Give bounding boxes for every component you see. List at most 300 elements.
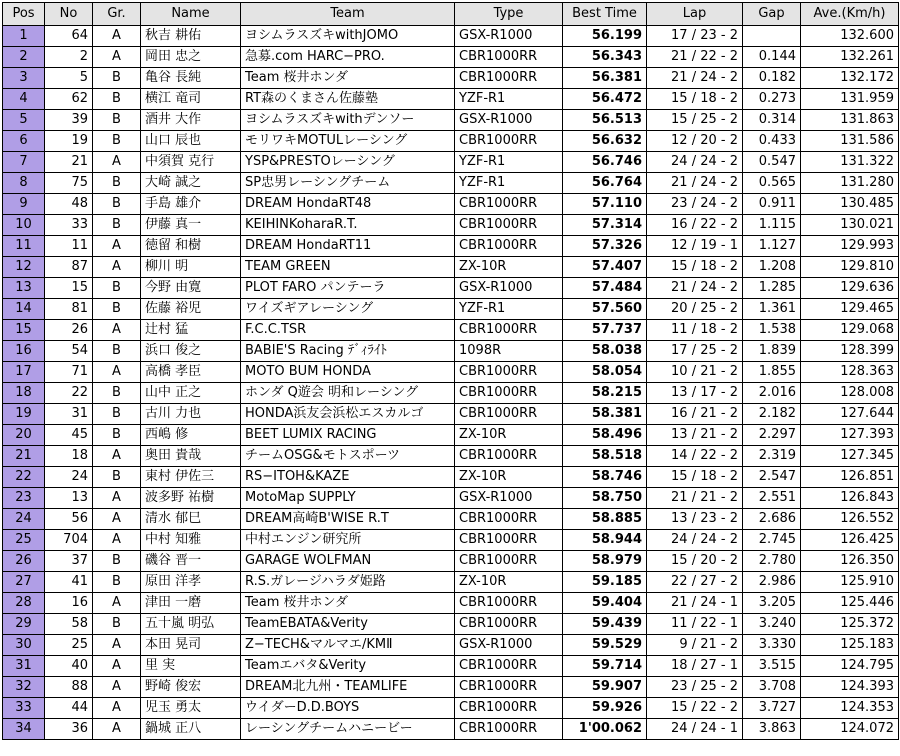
cell-team: Teamエバタ&Verity xyxy=(241,656,455,677)
cell-lap: 22 / 27 - 2 xyxy=(647,572,743,593)
cell-lap: 21 / 24 - 1 xyxy=(647,593,743,614)
cell-bike-type: ZX-10R xyxy=(455,257,563,278)
cell-no: 87 xyxy=(45,257,93,278)
cell-team: ワイズギアレーシング xyxy=(241,299,455,320)
results-table xyxy=(2,2,899,740)
cell-bike-type: CBR1000RR xyxy=(455,362,563,383)
cell-no: 39 xyxy=(45,110,93,131)
cell-avg-speed: 129.810 xyxy=(801,257,899,278)
cell-group: A xyxy=(93,488,141,509)
cell-group: B xyxy=(93,131,141,152)
cell-gap: 3.727 xyxy=(743,698,801,719)
cell-bike-type: YZF-R1 xyxy=(455,299,563,320)
cell-bike-type: CBR1000RR xyxy=(455,236,563,257)
cell-best-time: 56.199 xyxy=(563,26,647,47)
cell-team: DREAM高崎B'WISE R.T xyxy=(241,509,455,530)
cell-no: 18 xyxy=(45,446,93,467)
cell-group: A xyxy=(93,47,141,68)
table-row xyxy=(3,677,899,698)
cell-no: 26 xyxy=(45,320,93,341)
cell-gap: 2.547 xyxy=(743,467,801,488)
cell-lap: 9 / 21 - 2 xyxy=(647,635,743,656)
cell-bike-type: GSX-R1000 xyxy=(455,110,563,131)
cell-rider-name: 辻村 猛 xyxy=(141,320,241,341)
cell-best-time: 58.979 xyxy=(563,551,647,572)
cell-rider-name: 伊藤 真一 xyxy=(141,215,241,236)
cell-avg-speed: 130.021 xyxy=(801,215,899,236)
cell-bike-type: CBR1000RR xyxy=(455,215,563,236)
cell-avg-speed: 129.465 xyxy=(801,299,899,320)
cell-group: B xyxy=(93,404,141,425)
cell-team: R.S.ガレージハラダ姫路 xyxy=(241,572,455,593)
cell-bike-type: CBR1000RR xyxy=(455,68,563,89)
cell-gap: 3.240 xyxy=(743,614,801,635)
cell-pos: 23 xyxy=(3,488,45,509)
cell-team: チームOSG&モトスポーツ xyxy=(241,446,455,467)
cell-rider-name: 東村 伊佐三 xyxy=(141,467,241,488)
cell-rider-name: 鍋城 正八 xyxy=(141,719,241,740)
cell-team: BEET LUMIX RACING xyxy=(241,425,455,446)
cell-bike-type: GSX-R1000 xyxy=(455,635,563,656)
cell-lap: 23 / 24 - 2 xyxy=(647,194,743,215)
cell-pos: 14 xyxy=(3,299,45,320)
cell-gap: 2.686 xyxy=(743,509,801,530)
table-row xyxy=(3,383,899,404)
cell-best-time: 58.885 xyxy=(563,509,647,530)
cell-best-time: 58.381 xyxy=(563,404,647,425)
cell-avg-speed: 126.851 xyxy=(801,467,899,488)
table-row xyxy=(3,236,899,257)
cell-lap: 18 / 27 - 1 xyxy=(647,656,743,677)
cell-group: B xyxy=(93,614,141,635)
cell-no: 81 xyxy=(45,299,93,320)
cell-avg-speed: 131.959 xyxy=(801,89,899,110)
cell-gap: 1.285 xyxy=(743,278,801,299)
cell-lap: 16 / 22 - 2 xyxy=(647,215,743,236)
cell-rider-name: 五十嵐 明弘 xyxy=(141,614,241,635)
cell-gap: 2.319 xyxy=(743,446,801,467)
table-row xyxy=(3,614,899,635)
cell-rider-name: 本田 晃司 xyxy=(141,635,241,656)
cell-lap: 11 / 22 - 1 xyxy=(647,614,743,635)
cell-lap: 15 / 18 - 2 xyxy=(647,467,743,488)
cell-bike-type: CBR1000RR xyxy=(455,698,563,719)
cell-no: 41 xyxy=(45,572,93,593)
cell-lap: 21 / 24 - 2 xyxy=(647,278,743,299)
cell-pos: 18 xyxy=(3,383,45,404)
cell-team: DREAM北九州・TEAMLIFE xyxy=(241,677,455,698)
cell-rider-name: 磯谷 晋一 xyxy=(141,551,241,572)
cell-gap: 1.855 xyxy=(743,362,801,383)
cell-pos: 33 xyxy=(3,698,45,719)
cell-no: 75 xyxy=(45,173,93,194)
cell-pos: 19 xyxy=(3,404,45,425)
cell-pos: 17 xyxy=(3,362,45,383)
cell-best-time: 58.750 xyxy=(563,488,647,509)
cell-team: ホンダ Q遊会 明和レーシング xyxy=(241,383,455,404)
cell-team: HONDA浜友会浜松エスカルゴ xyxy=(241,404,455,425)
cell-lap: 16 / 21 - 2 xyxy=(647,404,743,425)
cell-rider-name: 児玉 勇太 xyxy=(141,698,241,719)
cell-pos: 11 xyxy=(3,236,45,257)
cell-avg-speed: 126.843 xyxy=(801,488,899,509)
cell-rider-name: 津田 一磨 xyxy=(141,593,241,614)
cell-rider-name: 徳留 和樹 xyxy=(141,236,241,257)
cell-lap: 24 / 24 - 1 xyxy=(647,719,743,740)
cell-avg-speed: 128.008 xyxy=(801,383,899,404)
cell-rider-name: 岡田 忠之 xyxy=(141,47,241,68)
cell-gap: 3.205 xyxy=(743,593,801,614)
cell-bike-type: CBR1000RR xyxy=(455,446,563,467)
cell-team: TEAM GREEN xyxy=(241,257,455,278)
cell-avg-speed: 127.644 xyxy=(801,404,899,425)
cell-group: A xyxy=(93,152,141,173)
cell-best-time: 58.054 xyxy=(563,362,647,383)
cell-avg-speed: 124.795 xyxy=(801,656,899,677)
cell-team: KEIHINKoharaR.T. xyxy=(241,215,455,236)
cell-no: 15 xyxy=(45,278,93,299)
cell-pos: 22 xyxy=(3,467,45,488)
cell-avg-speed: 127.345 xyxy=(801,446,899,467)
cell-best-time: 57.560 xyxy=(563,299,647,320)
cell-avg-speed: 131.863 xyxy=(801,110,899,131)
cell-group: A xyxy=(93,677,141,698)
cell-pos: 8 xyxy=(3,173,45,194)
cell-avg-speed: 131.586 xyxy=(801,131,899,152)
cell-pos: 2 xyxy=(3,47,45,68)
table-row xyxy=(3,467,899,488)
table-row xyxy=(3,194,899,215)
header-no: No xyxy=(45,3,93,26)
cell-group: A xyxy=(93,320,141,341)
cell-rider-name: 大崎 誠之 xyxy=(141,173,241,194)
cell-no: 11 xyxy=(45,236,93,257)
cell-best-time: 58.944 xyxy=(563,530,647,551)
header-best-time: Best Time xyxy=(563,3,647,26)
table-row xyxy=(3,131,899,152)
cell-no: 48 xyxy=(45,194,93,215)
table-row xyxy=(3,215,899,236)
cell-rider-name: 清水 郁巳 xyxy=(141,509,241,530)
cell-no: 33 xyxy=(45,215,93,236)
cell-lap: 21 / 22 - 2 xyxy=(647,47,743,68)
cell-group: B xyxy=(93,215,141,236)
cell-gap: 3.863 xyxy=(743,719,801,740)
cell-team: DREAM HondaRT11 xyxy=(241,236,455,257)
cell-no: 40 xyxy=(45,656,93,677)
table-row xyxy=(3,299,899,320)
table-row xyxy=(3,530,899,551)
cell-bike-type: GSX-R1000 xyxy=(455,488,563,509)
cell-pos: 10 xyxy=(3,215,45,236)
results-body xyxy=(3,26,899,740)
cell-group: A xyxy=(93,257,141,278)
cell-group: A xyxy=(93,362,141,383)
cell-team: GARAGE WOLFMAN xyxy=(241,551,455,572)
table-row xyxy=(3,572,899,593)
table-row xyxy=(3,110,899,131)
cell-best-time: 59.926 xyxy=(563,698,647,719)
cell-best-time: 59.404 xyxy=(563,593,647,614)
table-row xyxy=(3,26,899,47)
cell-best-time: 56.343 xyxy=(563,47,647,68)
table-row xyxy=(3,719,899,740)
cell-avg-speed: 132.600 xyxy=(801,26,899,47)
cell-group: B xyxy=(93,89,141,110)
cell-no: 16 xyxy=(45,593,93,614)
cell-team: TeamEBATA&Verity xyxy=(241,614,455,635)
cell-no: 88 xyxy=(45,677,93,698)
cell-avg-speed: 129.068 xyxy=(801,320,899,341)
cell-pos: 12 xyxy=(3,257,45,278)
cell-pos: 4 xyxy=(3,89,45,110)
cell-gap: 2.016 xyxy=(743,383,801,404)
cell-avg-speed: 124.393 xyxy=(801,677,899,698)
cell-pos: 27 xyxy=(3,572,45,593)
cell-lap: 23 / 25 - 2 xyxy=(647,677,743,698)
cell-group: B xyxy=(93,341,141,362)
table-row xyxy=(3,68,899,89)
cell-pos: 24 xyxy=(3,509,45,530)
cell-no: 24 xyxy=(45,467,93,488)
cell-best-time: 59.185 xyxy=(563,572,647,593)
table-row xyxy=(3,152,899,173)
cell-best-time: 59.439 xyxy=(563,614,647,635)
cell-bike-type: YZF-R1 xyxy=(455,152,563,173)
cell-team: MOTO BUM HONDA xyxy=(241,362,455,383)
cell-group: B xyxy=(93,299,141,320)
cell-no: 37 xyxy=(45,551,93,572)
cell-no: 64 xyxy=(45,26,93,47)
cell-gap: 0.182 xyxy=(743,68,801,89)
cell-bike-type: CBR1000RR xyxy=(455,719,563,740)
cell-avg-speed: 129.636 xyxy=(801,278,899,299)
cell-rider-name: 山中 正之 xyxy=(141,383,241,404)
cell-lap: 15 / 22 - 2 xyxy=(647,698,743,719)
table-row xyxy=(3,551,899,572)
cell-avg-speed: 125.446 xyxy=(801,593,899,614)
cell-group: B xyxy=(93,278,141,299)
cell-best-time: 58.746 xyxy=(563,467,647,488)
cell-team: YSP&PRESTOレーシング xyxy=(241,152,455,173)
cell-team: DREAM HondaRT48 xyxy=(241,194,455,215)
cell-best-time: 57.314 xyxy=(563,215,647,236)
cell-pos: 6 xyxy=(3,131,45,152)
cell-lap: 17 / 23 - 2 xyxy=(647,26,743,47)
cell-lap: 13 / 23 - 2 xyxy=(647,509,743,530)
cell-group: A xyxy=(93,698,141,719)
cell-best-time: 56.513 xyxy=(563,110,647,131)
cell-avg-speed: 125.910 xyxy=(801,572,899,593)
cell-gap: 0.547 xyxy=(743,152,801,173)
cell-group: B xyxy=(93,194,141,215)
cell-gap: 0.433 xyxy=(743,131,801,152)
cell-group: A xyxy=(93,593,141,614)
cell-no: 21 xyxy=(45,152,93,173)
cell-gap: 0.911 xyxy=(743,194,801,215)
cell-group: A xyxy=(93,236,141,257)
header-gap: Gap xyxy=(743,3,801,26)
table-row xyxy=(3,446,899,467)
cell-group: B xyxy=(93,110,141,131)
cell-avg-speed: 131.322 xyxy=(801,152,899,173)
cell-pos: 16 xyxy=(3,341,45,362)
cell-group: A xyxy=(93,530,141,551)
cell-group: B xyxy=(93,68,141,89)
cell-gap: 0.314 xyxy=(743,110,801,131)
cell-rider-name: 西嶋 修 xyxy=(141,425,241,446)
cell-no: 31 xyxy=(45,404,93,425)
cell-group: B xyxy=(93,467,141,488)
cell-lap: 13 / 17 - 2 xyxy=(647,383,743,404)
cell-pos: 32 xyxy=(3,677,45,698)
table-row xyxy=(3,509,899,530)
header-team: Team xyxy=(241,3,455,26)
cell-rider-name: 高橋 孝臣 xyxy=(141,362,241,383)
header-pos: Pos xyxy=(3,3,45,26)
cell-group: A xyxy=(93,509,141,530)
cell-bike-type: GSX-R1000 xyxy=(455,278,563,299)
cell-lap: 17 / 25 - 2 xyxy=(647,341,743,362)
cell-bike-type: 1098R xyxy=(455,341,563,362)
cell-lap: 20 / 25 - 2 xyxy=(647,299,743,320)
cell-best-time: 57.484 xyxy=(563,278,647,299)
cell-pos: 28 xyxy=(3,593,45,614)
header-row xyxy=(3,3,899,26)
cell-bike-type: GSX-R1000 xyxy=(455,26,563,47)
cell-avg-speed: 130.485 xyxy=(801,194,899,215)
cell-bike-type: YZF-R1 xyxy=(455,173,563,194)
cell-best-time: 58.496 xyxy=(563,425,647,446)
cell-avg-speed: 132.261 xyxy=(801,47,899,68)
cell-gap: 3.330 xyxy=(743,635,801,656)
cell-rider-name: 亀谷 長純 xyxy=(141,68,241,89)
table-row xyxy=(3,341,899,362)
cell-no: 25 xyxy=(45,635,93,656)
cell-team: PLOT FARO パンテーラ xyxy=(241,278,455,299)
cell-no: 704 xyxy=(45,530,93,551)
cell-no: 2 xyxy=(45,47,93,68)
cell-gap: 2.551 xyxy=(743,488,801,509)
cell-lap: 24 / 24 - 2 xyxy=(647,152,743,173)
header-lap: Lap xyxy=(647,3,743,26)
cell-pos: 25 xyxy=(3,530,45,551)
cell-lap: 21 / 21 - 2 xyxy=(647,488,743,509)
cell-avg-speed: 124.072 xyxy=(801,719,899,740)
cell-bike-type: ZX-10R xyxy=(455,467,563,488)
cell-pos: 1 xyxy=(3,26,45,47)
cell-gap xyxy=(743,26,801,47)
cell-bike-type: CBR1000RR xyxy=(455,530,563,551)
cell-bike-type: ZX-10R xyxy=(455,572,563,593)
cell-group: A xyxy=(93,635,141,656)
cell-avg-speed: 129.993 xyxy=(801,236,899,257)
cell-team: BABIE'S Racing ﾃﾞｨﾗｲﾄ xyxy=(241,341,455,362)
cell-group: A xyxy=(93,446,141,467)
cell-group: A xyxy=(93,26,141,47)
header-gr: Gr. xyxy=(93,3,141,26)
cell-avg-speed: 132.172 xyxy=(801,68,899,89)
cell-pos: 3 xyxy=(3,68,45,89)
cell-pos: 21 xyxy=(3,446,45,467)
cell-best-time: 58.215 xyxy=(563,383,647,404)
cell-rider-name: 手島 雄介 xyxy=(141,194,241,215)
cell-team: ヨシムラスズキwithJOMO xyxy=(241,26,455,47)
cell-team: SP忠男レーシングチーム xyxy=(241,173,455,194)
cell-avg-speed: 126.425 xyxy=(801,530,899,551)
cell-pos: 13 xyxy=(3,278,45,299)
table-row xyxy=(3,425,899,446)
cell-group: A xyxy=(93,656,141,677)
cell-gap: 1.208 xyxy=(743,257,801,278)
cell-team: モリワキMOTULレーシング xyxy=(241,131,455,152)
cell-best-time: 56.472 xyxy=(563,89,647,110)
cell-rider-name: 佐藤 裕児 xyxy=(141,299,241,320)
cell-gap: 2.297 xyxy=(743,425,801,446)
cell-best-time: 57.407 xyxy=(563,257,647,278)
cell-rider-name: 奥田 貴哉 xyxy=(141,446,241,467)
cell-gap: 3.515 xyxy=(743,656,801,677)
cell-bike-type: CBR1000RR xyxy=(455,677,563,698)
cell-lap: 12 / 20 - 2 xyxy=(647,131,743,152)
cell-gap: 0.273 xyxy=(743,89,801,110)
cell-rider-name: 浜口 俊之 xyxy=(141,341,241,362)
cell-pos: 26 xyxy=(3,551,45,572)
cell-no: 44 xyxy=(45,698,93,719)
cell-rider-name: 今野 由寛 xyxy=(141,278,241,299)
cell-rider-name: 古川 力也 xyxy=(141,404,241,425)
cell-bike-type: CBR1000RR xyxy=(455,593,563,614)
table-row xyxy=(3,488,899,509)
cell-gap: 1.538 xyxy=(743,320,801,341)
cell-team: Team 桜井ホンダ xyxy=(241,593,455,614)
cell-bike-type: CBR1000RR xyxy=(455,194,563,215)
cell-team: RS−ITOH&KAZE xyxy=(241,467,455,488)
cell-bike-type: CBR1000RR xyxy=(455,404,563,425)
cell-rider-name: 柳川 明 xyxy=(141,257,241,278)
cell-avg-speed: 127.393 xyxy=(801,425,899,446)
cell-rider-name: 横江 竜司 xyxy=(141,89,241,110)
cell-bike-type: CBR1000RR xyxy=(455,551,563,572)
cell-gap: 2.780 xyxy=(743,551,801,572)
cell-lap: 11 / 18 - 2 xyxy=(647,320,743,341)
cell-pos: 5 xyxy=(3,110,45,131)
cell-lap: 12 / 19 - 1 xyxy=(647,236,743,257)
cell-avg-speed: 126.350 xyxy=(801,551,899,572)
table-row xyxy=(3,257,899,278)
cell-pos: 29 xyxy=(3,614,45,635)
cell-gap: 0.144 xyxy=(743,47,801,68)
cell-avg-speed: 124.353 xyxy=(801,698,899,719)
cell-team: 中村エンジン研究所 xyxy=(241,530,455,551)
cell-bike-type: CBR1000RR xyxy=(455,614,563,635)
cell-best-time: 59.529 xyxy=(563,635,647,656)
cell-no: 62 xyxy=(45,89,93,110)
cell-group: A xyxy=(93,719,141,740)
cell-pos: 15 xyxy=(3,320,45,341)
cell-group: B xyxy=(93,425,141,446)
cell-avg-speed: 126.552 xyxy=(801,509,899,530)
cell-rider-name: 原田 洋孝 xyxy=(141,572,241,593)
cell-gap: 0.565 xyxy=(743,173,801,194)
cell-pos: 7 xyxy=(3,152,45,173)
cell-pos: 30 xyxy=(3,635,45,656)
cell-pos: 31 xyxy=(3,656,45,677)
header-avg-speed: Ave.(Km/h) xyxy=(801,3,899,26)
cell-bike-type: YZF-R1 xyxy=(455,89,563,110)
table-row xyxy=(3,47,899,68)
cell-best-time: 56.764 xyxy=(563,173,647,194)
